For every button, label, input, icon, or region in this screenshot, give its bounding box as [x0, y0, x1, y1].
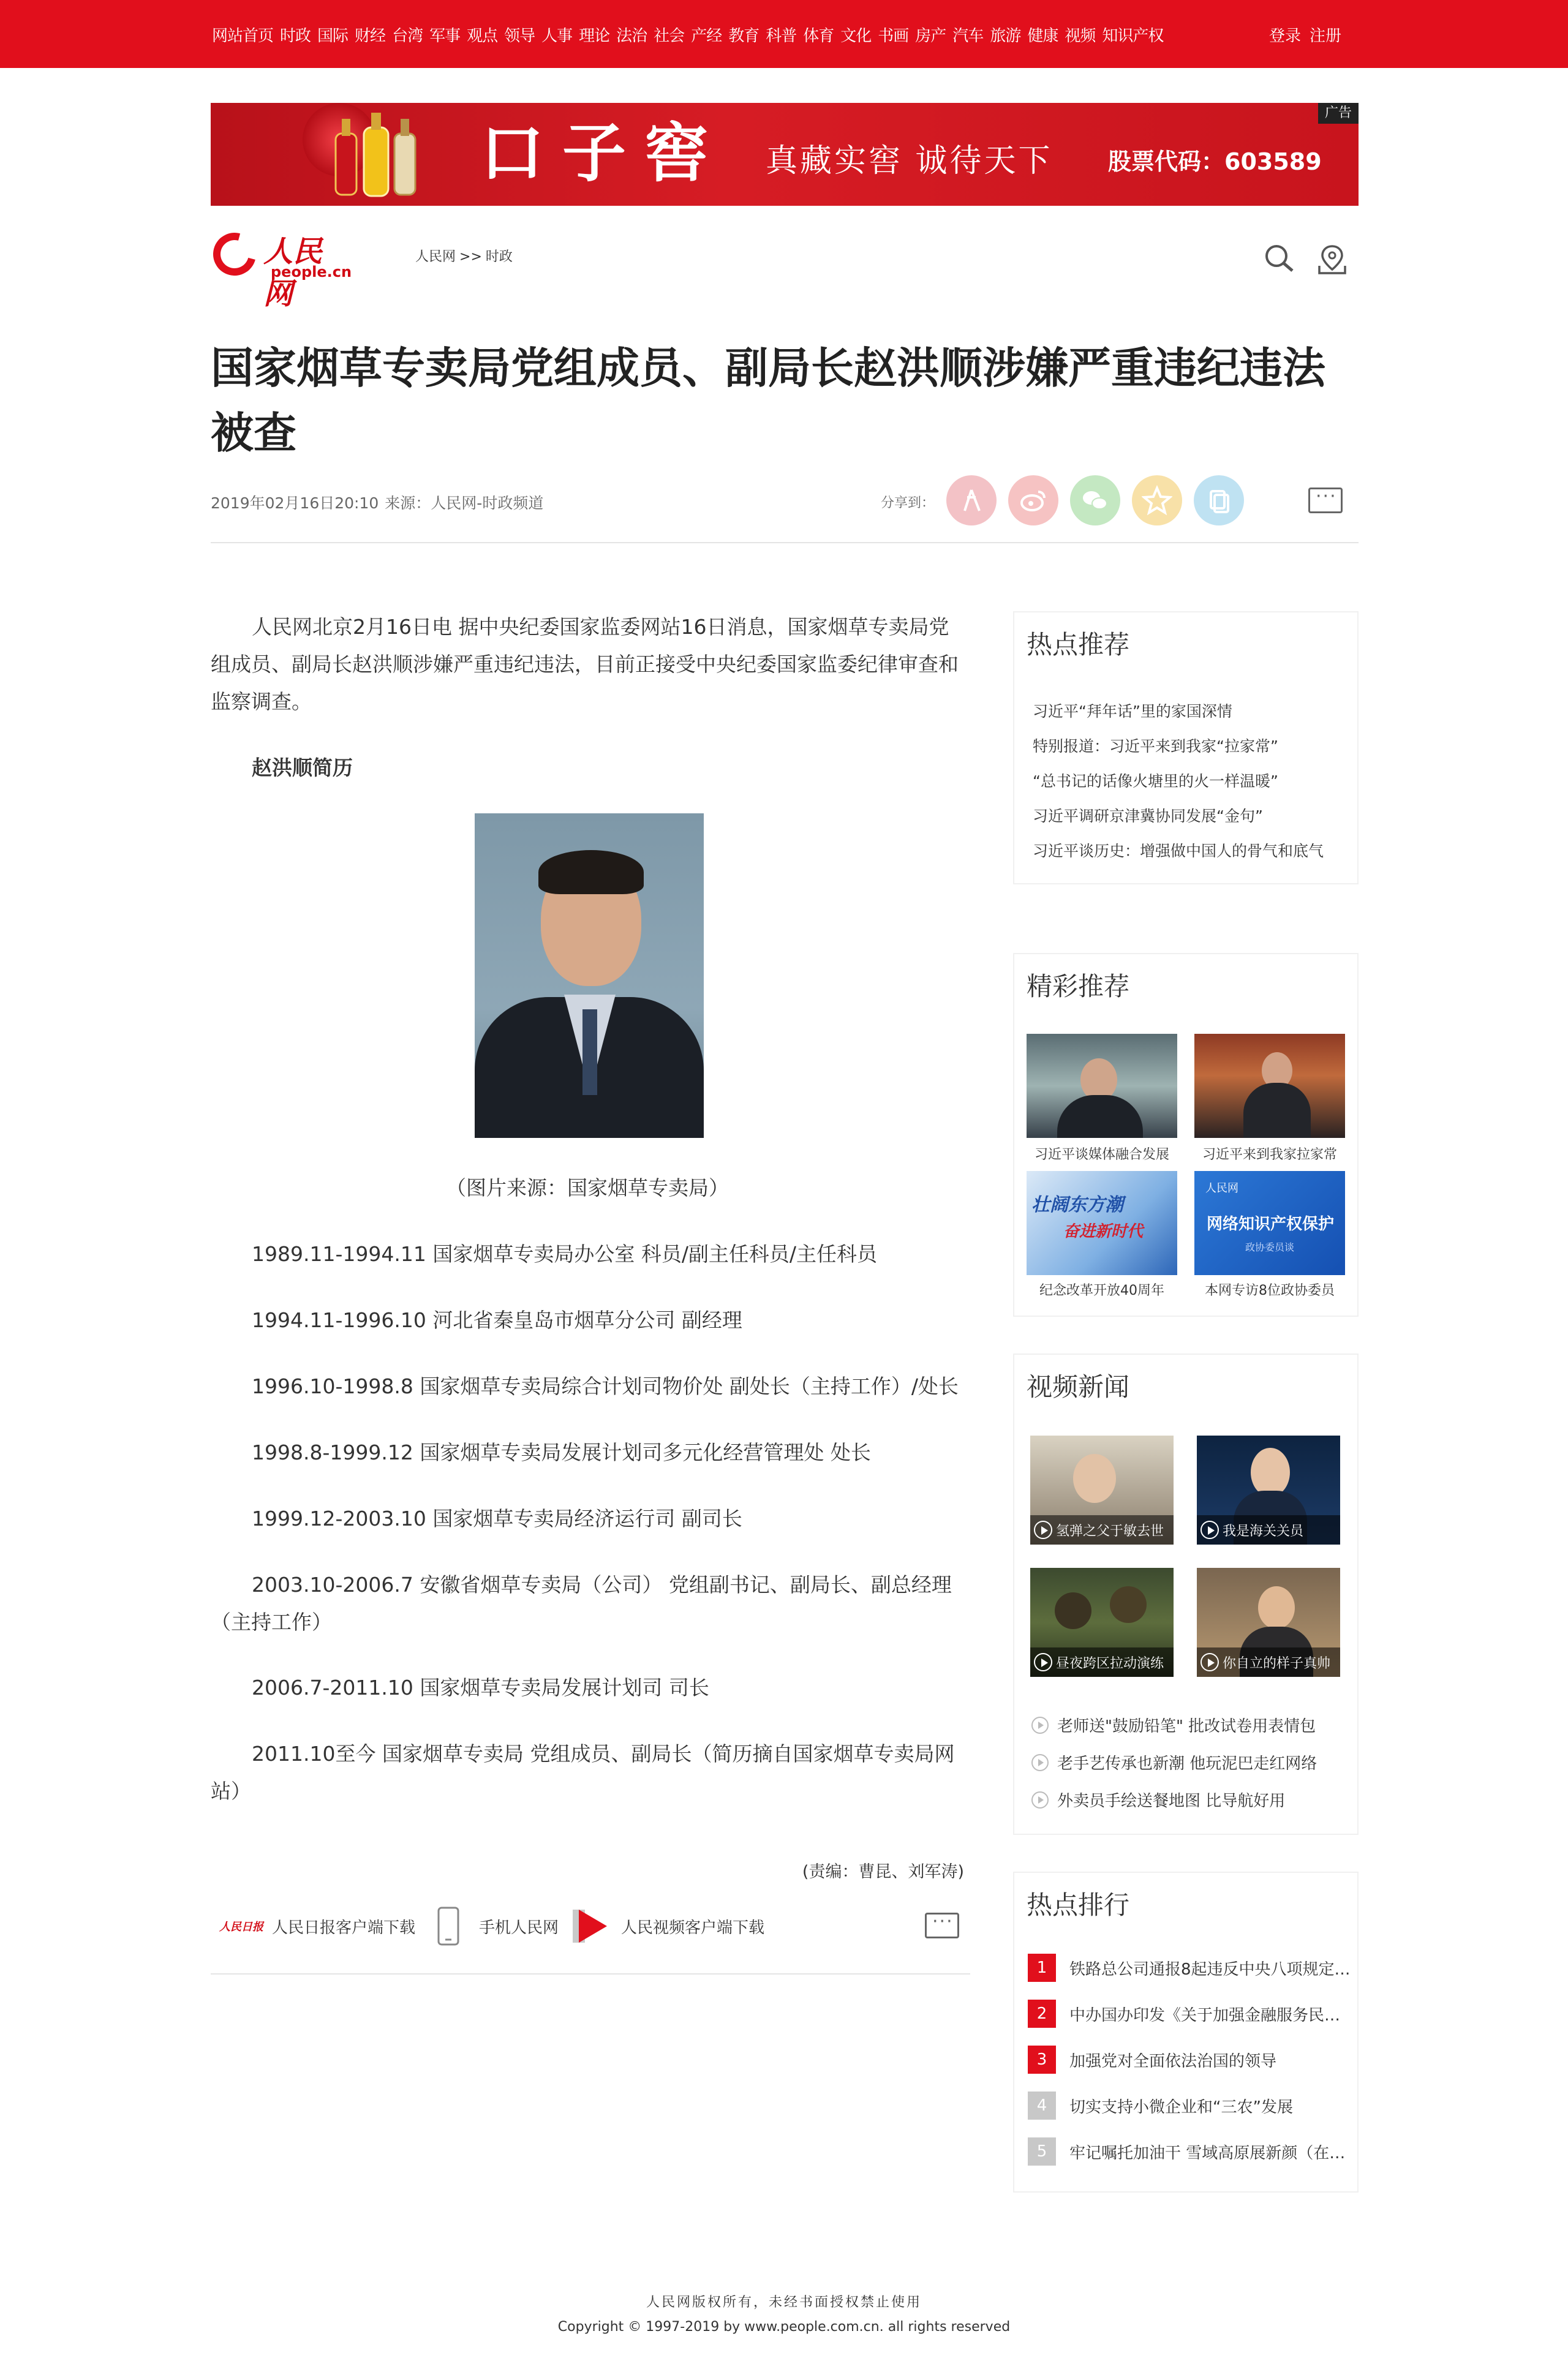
play-icon [1200, 1653, 1219, 1671]
nav-link[interactable]: 健康 [1027, 27, 1058, 45]
rank-number: 2 [1028, 2000, 1056, 2028]
nav-link[interactable]: 视频 [1065, 27, 1096, 45]
hot-recommend-item[interactable]: “总书记的话像火塘里的火一样温暖” [1033, 772, 1278, 790]
rank-number: 4 [1028, 2092, 1056, 2120]
footer-copyright-cn: 人民网版权所有，未经书面授权禁止使用 [646, 2295, 922, 2310]
article-source[interactable]: 来源：人民网-时政频道 [385, 494, 544, 512]
play-circle-icon [1031, 1717, 1049, 1734]
article-title: 国家烟草专卖局党组成员、副局长赵洪顺涉嫌严重违纪违法被查 [211, 343, 1325, 458]
nav-link[interactable]: 体育 [803, 27, 834, 45]
hot-ranking-box [1013, 1872, 1359, 2193]
article-editor: (责编：曹昆、刘军涛) [802, 1862, 964, 1881]
video-news-title: 视频新闻 [1027, 1372, 1130, 1402]
nav-link[interactable]: 财经 [355, 27, 386, 45]
daily-app-link[interactable] [218, 1903, 415, 1949]
location-icon[interactable] [1316, 243, 1349, 276]
featured-caption[interactable]: 习近平谈媒体融合发展 [1034, 1147, 1169, 1162]
resume-item: 1994.11-1996.10 河北省秦皇岛市烟草分公司 副经理 [252, 1308, 742, 1332]
hot-recommend-item[interactable]: 习近平“拜年话”里的家国深情 [1033, 702, 1232, 720]
rank-number: 5 [1028, 2137, 1056, 2166]
nav-link[interactable]: 台湾 [392, 27, 423, 45]
featured-thumb[interactable]: 人民网 网络知识产权保护 政协委员谈 [1194, 1171, 1345, 1275]
nav-link[interactable]: 产经 [691, 27, 722, 45]
video-list-item[interactable]: 老师送"鼓励铅笔" 批改试卷用表情包 [1031, 1714, 1316, 1736]
video-thumb-label: 昼夜跨区拉动演练 [1056, 1655, 1164, 1671]
featured-box [1013, 953, 1359, 1317]
rank-number: 3 [1028, 2046, 1056, 2074]
login-link[interactable]: 登录 [1269, 27, 1302, 45]
share-wechat-icon[interactable] [1070, 475, 1120, 525]
play-icon [1034, 1521, 1052, 1539]
video-thumb-label: 我是海关关员 [1223, 1523, 1304, 1539]
video-news-box [1013, 1354, 1359, 1835]
app-download-bar [211, 1903, 970, 1952]
hot-recommend-item[interactable]: 习近平谈历史：增强做中国人的骨气和底气 [1033, 842, 1324, 860]
portrait-photo [475, 813, 704, 1138]
breadcrumb-home[interactable]: 人民网 [415, 249, 456, 265]
daily-app-label: 人民日报客户端下载 [272, 1918, 416, 1937]
nav-link[interactable]: 社会 [654, 27, 685, 45]
resume-item: 1998.8-1999.12 国家烟草专卖局发展计划司多元化经营管理处 处长 [252, 1440, 871, 1464]
nav-link[interactable]: 书画 [878, 27, 909, 45]
nav-link[interactable]: 观点 [467, 27, 498, 45]
hot-ranking-title: 热点排行 [1027, 1890, 1130, 1920]
nav-links [212, 23, 1170, 46]
nav-link[interactable]: 知识产权 [1102, 27, 1164, 45]
nav-link[interactable]: 国际 [317, 27, 349, 45]
featured-thumb[interactable] [1194, 1034, 1345, 1138]
ad-stock-code: 股票代码：603589 [1108, 148, 1322, 175]
play-circle-icon [1031, 1754, 1049, 1771]
breadcrumb-separator: >> [459, 249, 482, 265]
logo-text-en: people.cn [271, 263, 352, 280]
featured-thumb[interactable] [1027, 1034, 1177, 1138]
mobile-site-label: 手机人民网 [479, 1918, 559, 1937]
play-icon [1200, 1521, 1219, 1539]
auth-links [1269, 23, 1350, 46]
featured-title: 精彩推荐 [1027, 971, 1130, 1001]
breadcrumb-section[interactable]: 时政 [485, 249, 513, 265]
logo-swoosh-icon [205, 225, 264, 284]
resume-item: 1999.12-2003.10 国家烟草专卖局经济运行司 副司长 [252, 1507, 742, 1531]
share-people-icon[interactable] [946, 475, 997, 525]
video-app-label: 人民视频客户端下载 [621, 1918, 765, 1937]
register-link[interactable]: 注册 [1310, 27, 1342, 45]
nav-link[interactable]: 教育 [728, 27, 760, 45]
nav-link[interactable]: 人事 [541, 27, 573, 45]
site-logo[interactable] [211, 225, 352, 311]
share-qzone-icon[interactable] [1132, 475, 1182, 525]
hot-recommend-box [1013, 611, 1359, 884]
share-weibo-icon[interactable] [1008, 475, 1058, 525]
publish-date: 2019年02月16日20:10 [211, 494, 379, 512]
ranking-item[interactable]: 5 牢记嘱托加油干 雪域高原展新颜（在… [1028, 2137, 1345, 2166]
share-copy-link-icon[interactable] [1194, 475, 1244, 525]
nav-link[interactable]: 理论 [579, 27, 610, 45]
logo-text-cn: 人民网 [263, 235, 323, 311]
hot-recommend-item[interactable]: 特别报道：习近平来到我家“拉家常” [1033, 737, 1278, 755]
ranking-item[interactable]: 3 加强党对全面依法治国的领导 [1028, 2046, 1276, 2074]
hot-recommend-item[interactable]: 习近平调研京津冀协同发展“金句” [1033, 807, 1263, 825]
ad-tag: 广告 [1318, 103, 1359, 124]
people-daily-logo-icon: 人民日报 [219, 1921, 263, 1933]
video-thumb[interactable] [1197, 1436, 1340, 1545]
nav-link[interactable]: 旅游 [990, 27, 1021, 45]
ranking-item[interactable]: 2 中办国办印发《关于加强金融服务民… [1028, 2000, 1340, 2028]
divider [211, 542, 1359, 543]
video-app-link[interactable] [567, 1903, 764, 1949]
play-icon [1034, 1653, 1052, 1671]
top-nav-bar [0, 0, 1568, 68]
comment-icon[interactable] [925, 1913, 959, 1938]
resume-item: 2003.10-2006.7 安徽省烟草专卖局（公司） 党组副书记、副局长、副总经理（主持工作） [211, 1573, 952, 1634]
video-thumb[interactable] [1197, 1568, 1340, 1677]
nav-link[interactable]: 文化 [840, 27, 872, 45]
breadcrumb [415, 246, 516, 265]
ranking-item[interactable]: 4 切实支持小微企业和“三农”发展 [1028, 2092, 1293, 2120]
hot-recommend-title: 热点推荐 [1027, 630, 1130, 660]
ad-brand-text: 口子窖 [480, 115, 727, 190]
video-thumb[interactable] [1030, 1436, 1174, 1545]
divider [211, 1973, 970, 1975]
nav-link[interactable]: 网站首页 [212, 27, 274, 45]
resume-item: 2011.10至今 国家烟草专卖局 党组成员、副局长（简历摘自国家烟草专卖局网站） [211, 1742, 955, 1803]
featured-caption[interactable]: 习近平来到我家拉家常 [1202, 1147, 1337, 1162]
mobile-site-link[interactable] [425, 1903, 559, 1949]
featured-caption[interactable]: 纪念改革开放40周年 [1039, 1283, 1164, 1298]
liquor-bottles-image [327, 109, 425, 201]
article-lead: 人民网北京2月16日电 据中央纪委国家监委网站16日消息，国家烟草专卖局党组成员、副局长赵洪顺涉嫌严重违纪违法，目前正接受中央纪委国家监委纪律审查和监察调查。 [211, 615, 959, 713]
rank-number: 1 [1028, 1954, 1056, 1982]
video-play-icon [567, 1903, 614, 1949]
search-icon[interactable] [1263, 243, 1296, 276]
ranking-item[interactable]: 1 铁路总公司通报8起违反中央八项规定… [1028, 1954, 1351, 1982]
featured-thumb[interactable]: 壮阔东方潮 奋进新时代 [1027, 1171, 1177, 1275]
featured-caption[interactable]: 本网专访8位政协委员 [1205, 1283, 1335, 1298]
footer-copyright-en: Copyright © 1997-2019 by www.people.com.cn. all rights reserved [557, 2319, 1011, 2335]
resume-item: 2006.7-2011.10 国家烟草专卖局发展计划司 司长 [252, 1676, 709, 1700]
nav-link[interactable]: 时政 [280, 27, 311, 45]
resume-item: 1989.11-1994.11 国家烟草专卖局办公室 科员/副主任科员/主任科员 [252, 1242, 878, 1266]
play-circle-icon [1031, 1791, 1049, 1809]
ad-banner[interactable] [211, 103, 1359, 206]
share-label: 分享到： [881, 495, 935, 511]
video-thumb[interactable] [1030, 1568, 1174, 1677]
nav-link[interactable]: 科普 [766, 27, 797, 45]
video-list-item[interactable]: 外卖员手绘送餐地图 比导航好用 [1031, 1788, 1285, 1811]
video-thumb-label: 你自立的样子真帅 [1223, 1655, 1331, 1671]
ad-slogan: 真藏实窖 诚待天下 [766, 143, 1053, 179]
nav-link[interactable]: 汽车 [952, 27, 984, 45]
resume-subhead: 赵洪顺简历 [252, 756, 353, 780]
nav-link[interactable]: 法治 [616, 27, 647, 45]
comment-icon[interactable] [1308, 488, 1343, 513]
video-list-item[interactable]: 老手艺传承也新潮 他玩泥巴走红网络 [1031, 1751, 1317, 1774]
nav-link[interactable]: 军事 [429, 27, 461, 45]
mobile-phone-icon [425, 1903, 472, 1949]
nav-link[interactable]: 房产 [915, 27, 946, 45]
video-thumb-label: 氢弹之父于敏去世 [1056, 1523, 1164, 1539]
nav-link[interactable]: 领导 [504, 27, 535, 45]
article-meta [211, 491, 549, 513]
photo-caption: （图片来源：国家烟草专卖局） [446, 1176, 729, 1200]
resume-item: 1996.10-1998.8 国家烟草专卖局综合计划司物价处 副处长（主持工作）/处长 [252, 1374, 959, 1398]
